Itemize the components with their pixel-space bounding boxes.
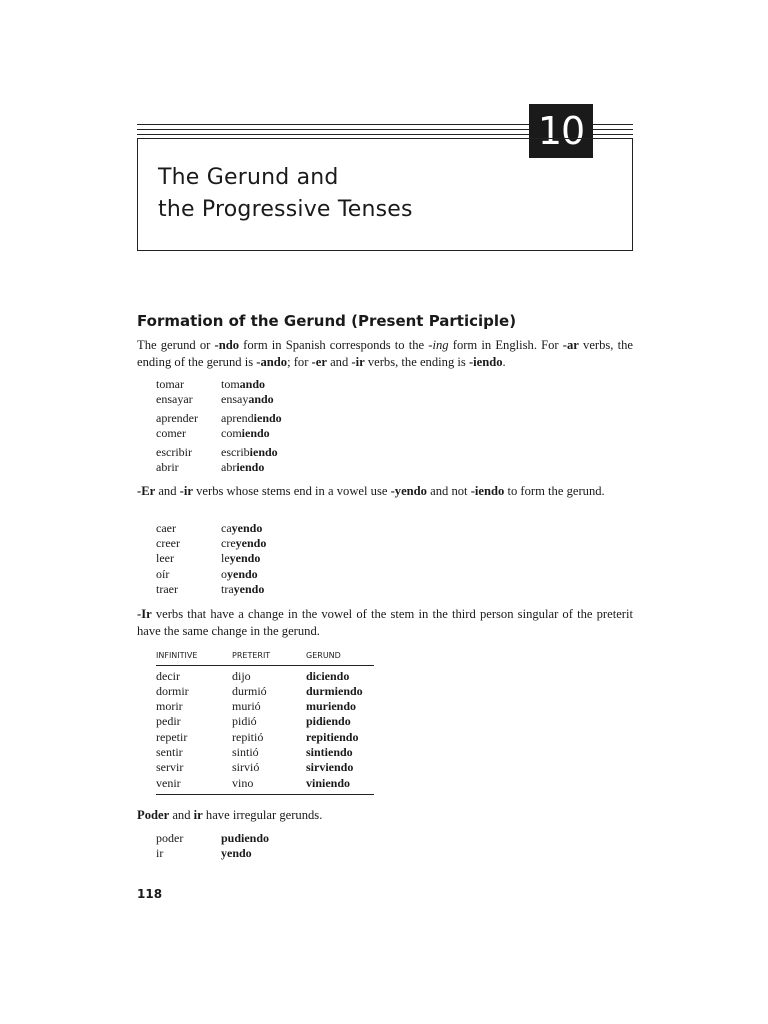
paragraph-irregular: Poder and ir have irregular gerunds.	[137, 808, 323, 822]
section-heading: Formation of the Gerund (Present Participle)	[137, 312, 517, 330]
paragraph-stem-change: -Ir verbs that have a change in the vowel of the stem in the third person singular of the preterit have the same change in the gerund.	[137, 607, 633, 638]
paragraph-yendo: -Er and -ir verbs whose stems end in a vowel use -yendo and not -iendo to form the gerund.	[137, 484, 605, 498]
column-header-preterit: PRETERIT	[232, 651, 271, 660]
column-header-gerund: GERUND	[306, 651, 341, 660]
table-top-rule	[156, 665, 374, 666]
page-number: 118	[137, 887, 163, 901]
table-bottom-rule	[156, 794, 374, 795]
chapter-title-box	[137, 138, 633, 251]
chapter-title-line-2: the Progressive Tenses	[158, 197, 413, 222]
paragraph-intro: The gerund or -ndo form in Spanish corresponds to the -ing form in English. For -ar verbs, the ending of the gerund is -ando; for -er and -ir verbs, the ending is -iendo.	[137, 338, 633, 369]
column-header-infinitive: INFINITIVE	[156, 651, 198, 660]
chapter-title-line-1: The Gerund and	[158, 165, 339, 190]
chapter-number-badge: 10	[529, 104, 593, 158]
